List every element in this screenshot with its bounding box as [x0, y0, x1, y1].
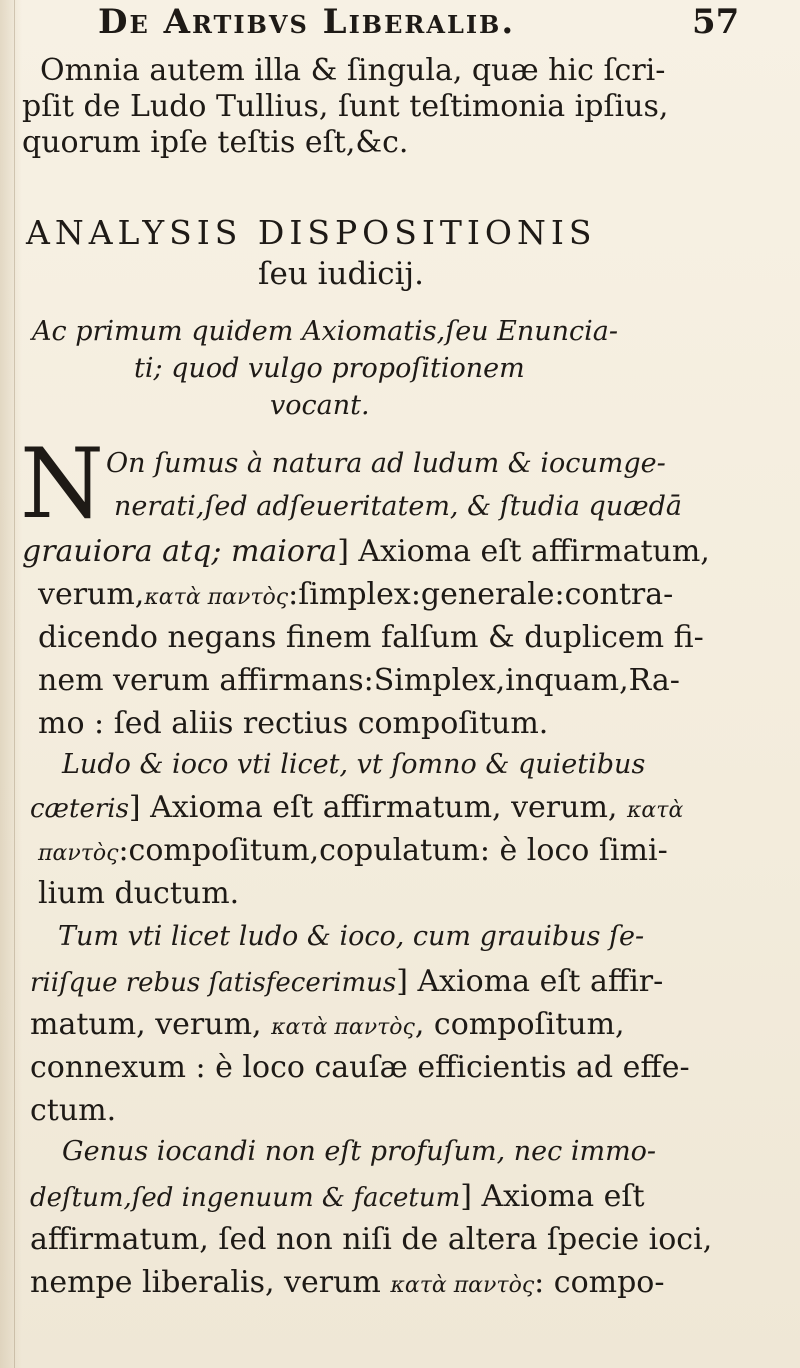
- text-line: dicendo negans finem falſum & duplicem fi-: [38, 620, 704, 655]
- text-line: [30, 1265, 665, 1300]
- intro-line: vocant.: [270, 390, 370, 421]
- text-line: ctum.: [30, 1093, 117, 1128]
- text-roman: : compo-: [534, 1265, 665, 1300]
- text-line: Omnia autem illa & ſingula, quæ hic ſcri-: [40, 53, 666, 88]
- text-roman: ] Axioma eſt: [460, 1179, 645, 1214]
- greek-phrase: κατὰ παντὸς: [271, 1015, 415, 1040]
- text-italic: riiſque rebus ſatisfecerimus: [30, 968, 397, 998]
- text-italic: grauiora atq; maiora: [22, 534, 338, 569]
- text-line: nerati,ſed adſeueritatem, & ſtudia quædā: [114, 491, 682, 522]
- gutter-edge: [14, 0, 15, 1368]
- greek-phrase: παντὸς: [38, 841, 119, 866]
- text-roman: :ſimplex:generale:contra-: [288, 577, 674, 612]
- greek-phrase: κατὰ παντὸς: [390, 1273, 535, 1298]
- text-roman: ] Axioma eſt affirmatum, verum,: [128, 790, 618, 825]
- text-line: Genus iocandi non eſt profuſum, nec immo-: [62, 1136, 657, 1167]
- text-roman: :compoſitum,copulatum: è loco ſimi-: [118, 833, 668, 868]
- text-line: [38, 577, 673, 612]
- text-roman: , compoſitum,: [414, 1007, 625, 1042]
- section-subheading: ſeu iudicij.: [258, 256, 425, 292]
- text-line: connexum : è loco cauſæ efficientis ad effe-: [30, 1050, 690, 1085]
- text-line: [38, 833, 668, 868]
- running-head: De Artibvs Liberalib.: [98, 2, 516, 42]
- text-line: On ſumus à natura ad ludum & iocumge-: [106, 448, 666, 479]
- text-roman: ] Axioma eſt affir-: [396, 964, 664, 999]
- text-line: nem verum affirmans:Simplex,inquam,Ra-: [38, 663, 680, 698]
- text-line: [30, 790, 683, 825]
- text-roman: matum, verum,: [30, 1007, 262, 1042]
- text-line: mo : ſed aliis rectius compoſitum.: [38, 706, 549, 741]
- text-line: Ludo & ioco vti licet, vt ſomno & quietibus: [62, 749, 646, 780]
- intro-line: Ac primum quidem Axiomatis,ſeu Enuncia-: [32, 316, 618, 347]
- text-line: affirmatum, ſed non niſi de altera ſpecie ioci,: [30, 1222, 713, 1257]
- greek-phrase: κατὰ: [626, 798, 684, 823]
- text-roman: ] Axioma eſt affirmatum,: [337, 534, 710, 569]
- intro-line: ti; quod vulgo propoſitionem: [134, 353, 525, 384]
- text-line: pſit de Ludo Tullius, ſunt teſtimonia ipſius,: [22, 89, 669, 124]
- page-number: 57: [692, 2, 740, 42]
- text-line: [30, 964, 663, 999]
- text-italic: deſtum,ſed ingenuum & facetum: [30, 1183, 461, 1213]
- greek-phrase: κατὰ παντὸς: [144, 585, 289, 610]
- text-italic: cæteris: [30, 794, 129, 824]
- text-roman: nempe liberalis, verum: [30, 1265, 381, 1300]
- text-line: lium ductum.: [38, 876, 240, 911]
- text-line: [22, 534, 710, 569]
- drop-cap: N: [20, 428, 104, 540]
- section-heading: ANALYSIS DISPOSITIONIS: [26, 213, 597, 252]
- text-line: quorum ipſe teſtis eſt,&c.: [22, 125, 409, 160]
- text-line: [30, 1007, 625, 1042]
- text-line: Tum vti licet ludo & ioco, cum grauibus ſe-: [58, 921, 645, 952]
- text-roman: verum,: [38, 577, 145, 612]
- text-line: [30, 1179, 645, 1214]
